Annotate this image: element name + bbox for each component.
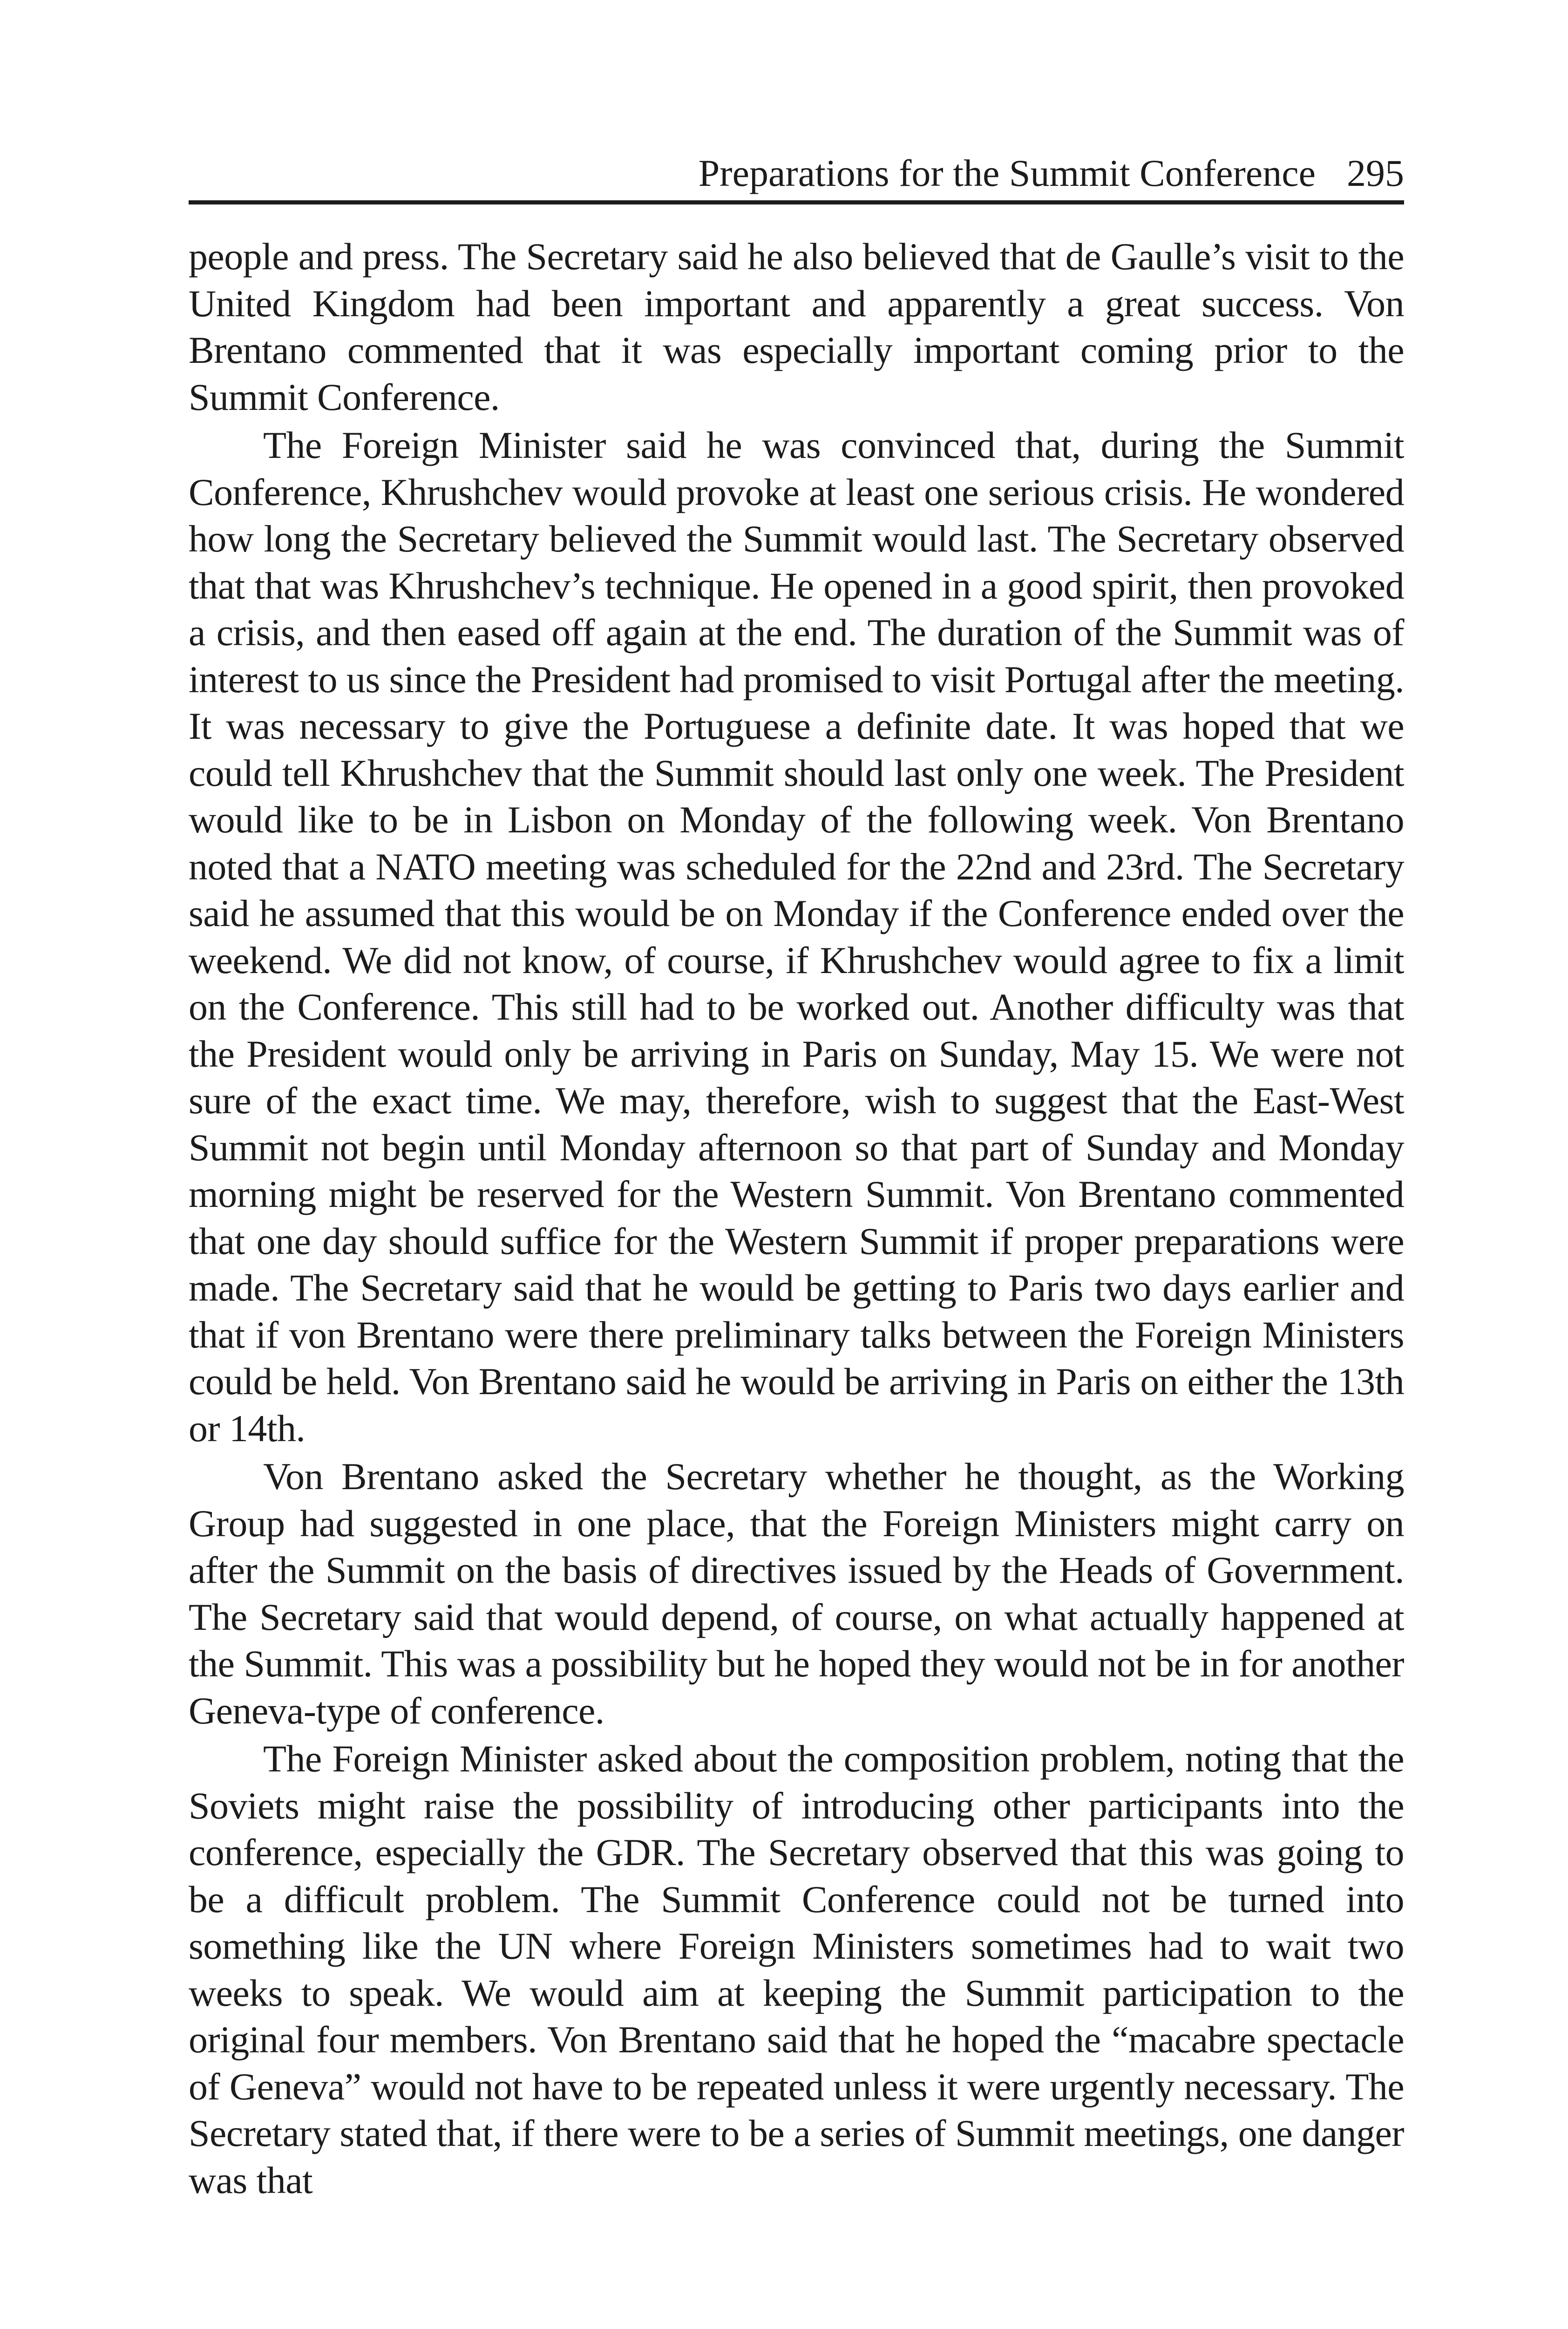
running-head xyxy=(189,140,1404,204)
body-text xyxy=(189,233,1404,2204)
running-head-title: Preparations for the Summit Conference xyxy=(698,152,1316,194)
paragraph: The Foreign Minister asked about the composition problem, noting that the Soviets might raise the possibility of introducing other participants into the conference, especially the GDR. The Secretary observed that this was going to be a difficult problem. The Summit Conference could not be turned into something like the UN where Foreign Ministers sometimes had to wait two weeks to speak. We would aim at keeping the Summit participation to the original four members. Von Brentano said that he hoped the “macabre spectacle of Geneva” would not have to be repeated unless it were urgently necessary. The Secretary stated that, if there were to be a series of Summit meetings, one danger was that xyxy=(189,1737,1404,2201)
book-page xyxy=(189,140,1404,2329)
page-number: 295 xyxy=(1347,152,1404,194)
paragraph: The Foreign Minister said he was convinced that, during the Summit Conference, Khrushchev would provoke at least one serious crisis. He wondered how long the Secretary believed the Summit would last. The Secretary observed that that was Khrushchev’s technique. He opened in a good spirit, then provoked a crisis, and then eased off again at the end. The duration of the Summit was of interest to us since the President had promised to visit Portugal after the meeting. It was necessary to give the Portuguese a definite date. It was hoped that we could tell Khrushchev that the Summit should last only one week. The President would like to be in Lisbon on Monday of the following week. Von Brentano noted that a NATO meeting was scheduled for the 22nd and 23rd. The Secretary said he assumed that this would be on Monday if the Conference ended over the weekend. We did not know, of course, if Khrushchev would agree to fix a limit on the Conference. This still had to be worked out. Another difficulty was that the President would only be arriving in Paris on Sunday, May 15. We were not sure of the exact time. We may, therefore, wish to suggest that the East-West Summit not begin until Monday afternoon so that part of Sunday and Monday morning might be reserved for the Western Summit. Von Brentano commented that one day should suffice for the Western Summit if proper preparations were made. The Secretary said that he would be getting to Paris two days earlier and that if von Brentano were there preliminary talks between the Foreign Ministers could be held. Von Brentano said he would be arriving in Paris on either the 13th or 14th. xyxy=(189,424,1404,1450)
paragraph: Von Brentano asked the Secretary whether he thought, as the Working Group had suggested in one place, that the Foreign Ministers might carry on after the Summit on the basis of directives issued by the Heads of Government. The Secretary said that would depend, of course, on what actually happened at the Summit. This was a possibility but he hoped they would not be in for another Geneva-type of conference. xyxy=(189,1455,1404,1732)
paragraph-continued: people and press. The Secretary said he also believed that de Gaulle’s visit to the United Kingdom had been important and apparently a great success. Von Brentano commented that it was especially important coming prior to the Summit Conference. xyxy=(189,235,1404,418)
